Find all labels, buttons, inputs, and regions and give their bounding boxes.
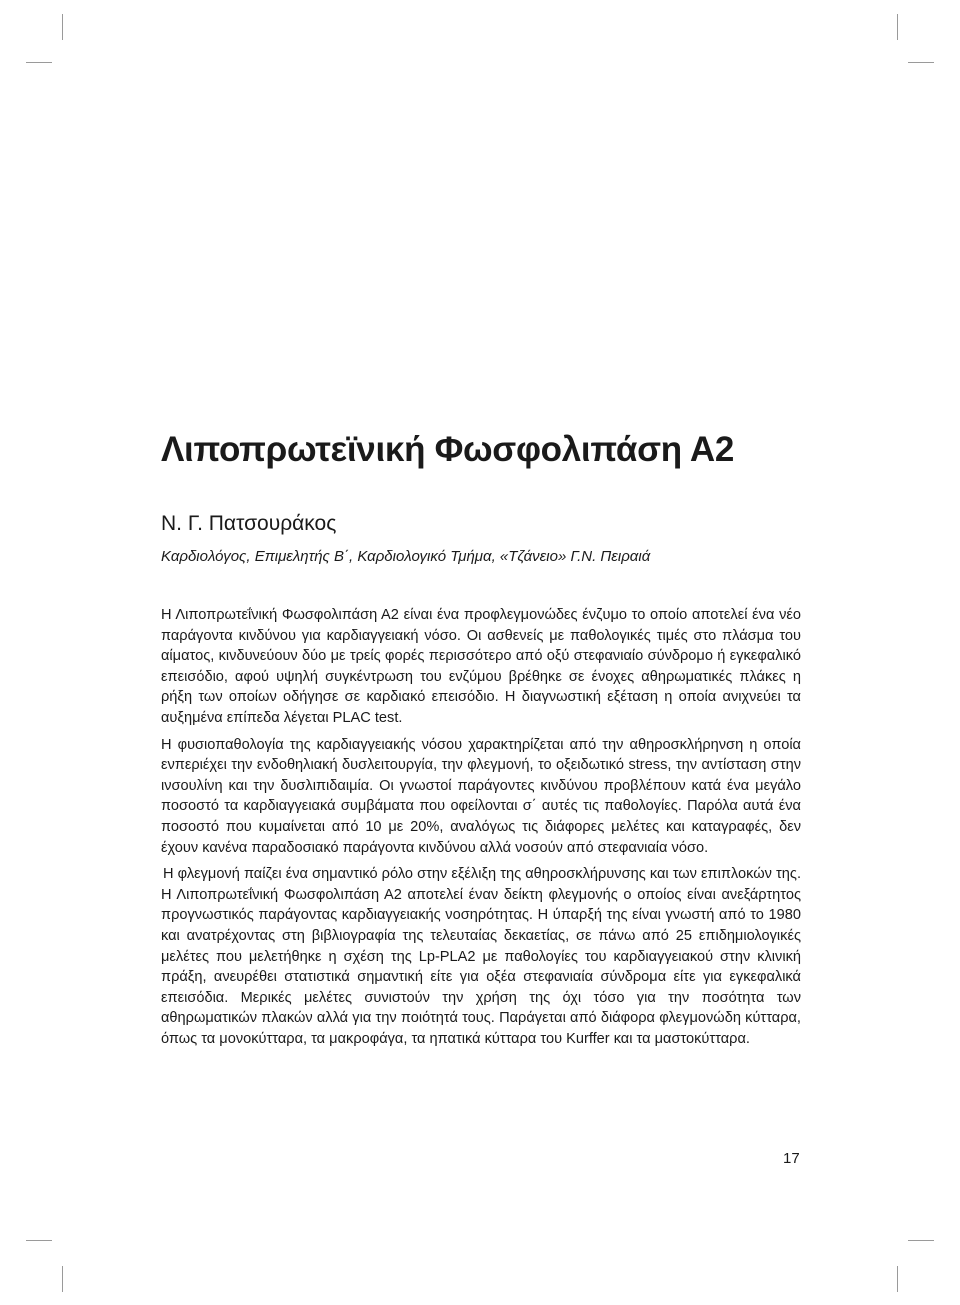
article-title: Λιποπρωτεϊνική Φωσφολιπάση Α2 bbox=[161, 430, 735, 469]
article-author: Ν. Γ. Πατσουράκος bbox=[161, 512, 337, 535]
article-body bbox=[161, 605, 801, 1055]
body-paragraph-1: Η Λιποπρωτεΐνική Φωσφολιπάση Α2 είναι ένα προφλεγμονώδες ένζυμο το οποίο αποτελεί ένα νέο παράγοντα κινδύνου για καρδιαγγειακή νόσο. Οι ασθενείς με παθολογικές τιμές στο πλάσμα του αίματος, κινδυνεύουν δύο με τρείς φορές περισσότερο από οξύ στεφανιαίο σύνδρομο ή εγκεφαλικό επεισόδιο, αφού υψηλή συγκέντρωση του ενζύμου βρέθηκε σε ένοχες αθηρωματικές πλάκες η ρήξη των οποίων οδήγησε σε καρδιακό επεισόδιο. Η διαγνωστική εξέταση η οποία ανιχνεύει τα αυξημένα επίπεδα λέγεται PLAC test. bbox=[161, 607, 801, 726]
crop-mark-bottom-left-h bbox=[26, 1240, 52, 1241]
body-paragraph-2: Η φυσιοπαθολογία της καρδιαγγειακής νόσου χαρακτηρίζεται από την αθηροσκλήρηνση η οποία ενπεριέχει την ενδοθηλιακή δυσλειτουργία, την φλεγμονή, το οξειδωτικό stress, την αντίσταση στην ινσουλίνη και την δυσλιπιδαιμία. Οι γνωστοί παράγοντες κινδύνου προβλέπουν κατά ένα μεγάλο ποσοστό τα καρδιαγγειακά συμβάματα που οφείλονται σ΄ αυτές τις παθολογίες. Παρόλα αυτά ένα ποσοστό που κυμαίνεται από 10 με 20%, αναλόγως τις διάφορες μελέτες και καταγραφές, δεν έχουν κανένα παραδοσιακό παράγοντα κινδύνου αλλά νοσούν από στεφανιαία νόσο. bbox=[161, 736, 801, 856]
crop-mark-bottom-left-v bbox=[62, 1266, 63, 1292]
body-paragraph-3: Η φλεγμονή παίζει ένα σημαντικό ρόλο στην εξέλιξη της αθηροσκλήρυνσης και των επιπλοκών της. Η Λιποπρωτεΐνική Φωσφολιπάση Α2 αποτελεί έναν δείκτη φλεγμονής ο οποίος είναι ανεξάρτητος προγνωστικός παράγοντας καρδιαγγειακής νοσηρότητας. Η ύπαρξή της είναι γνωστή από το 1980 και ανατρέχοντας στη βιβλιογραφία της τελευταίας δεκαετίας, σε πάνω από 25 επιδημιολογικές μελέτες που μελετήθηκε η σχέση της Lp-PLA2 με παθολογίες του καρδιαγγειακού στην κλινική πράξη, ανευρέθει στατιστικά σημαντική είτε για οξέα στεφανιαία σύνδρομα είτε για εγκεφαλικά επεισόδια. Μερικές μελέτες συνιστούν την χρήση της όχι τόσο για την ποσότητα των αθηρωματικών πλακών αλλά για την ποιότητά τους. Παράγεται από διάφορα φλεγμονώδη κύτταρα, όπως τα μονοκύτταρα, τα μακροφάγα, τα ηπατικά κύτταρα του Kurffer και τα μαστοκύτταρα. bbox=[161, 866, 801, 1047]
crop-mark-top-left-v bbox=[62, 14, 63, 40]
crop-mark-bottom-right-v bbox=[897, 1266, 898, 1292]
author-affiliation: Καρδιολόγος, Επιμελητής Β΄, Καρδιολογικό Τμήμα, «Τζάνειο» Γ.Ν. Πειραιά bbox=[161, 548, 651, 565]
crop-mark-bottom-right-h bbox=[908, 1240, 934, 1241]
page-number: 17 bbox=[783, 1150, 800, 1167]
crop-mark-top-right-v bbox=[897, 14, 898, 40]
crop-mark-top-left-h bbox=[26, 62, 52, 63]
crop-mark-top-right-h bbox=[908, 62, 934, 63]
